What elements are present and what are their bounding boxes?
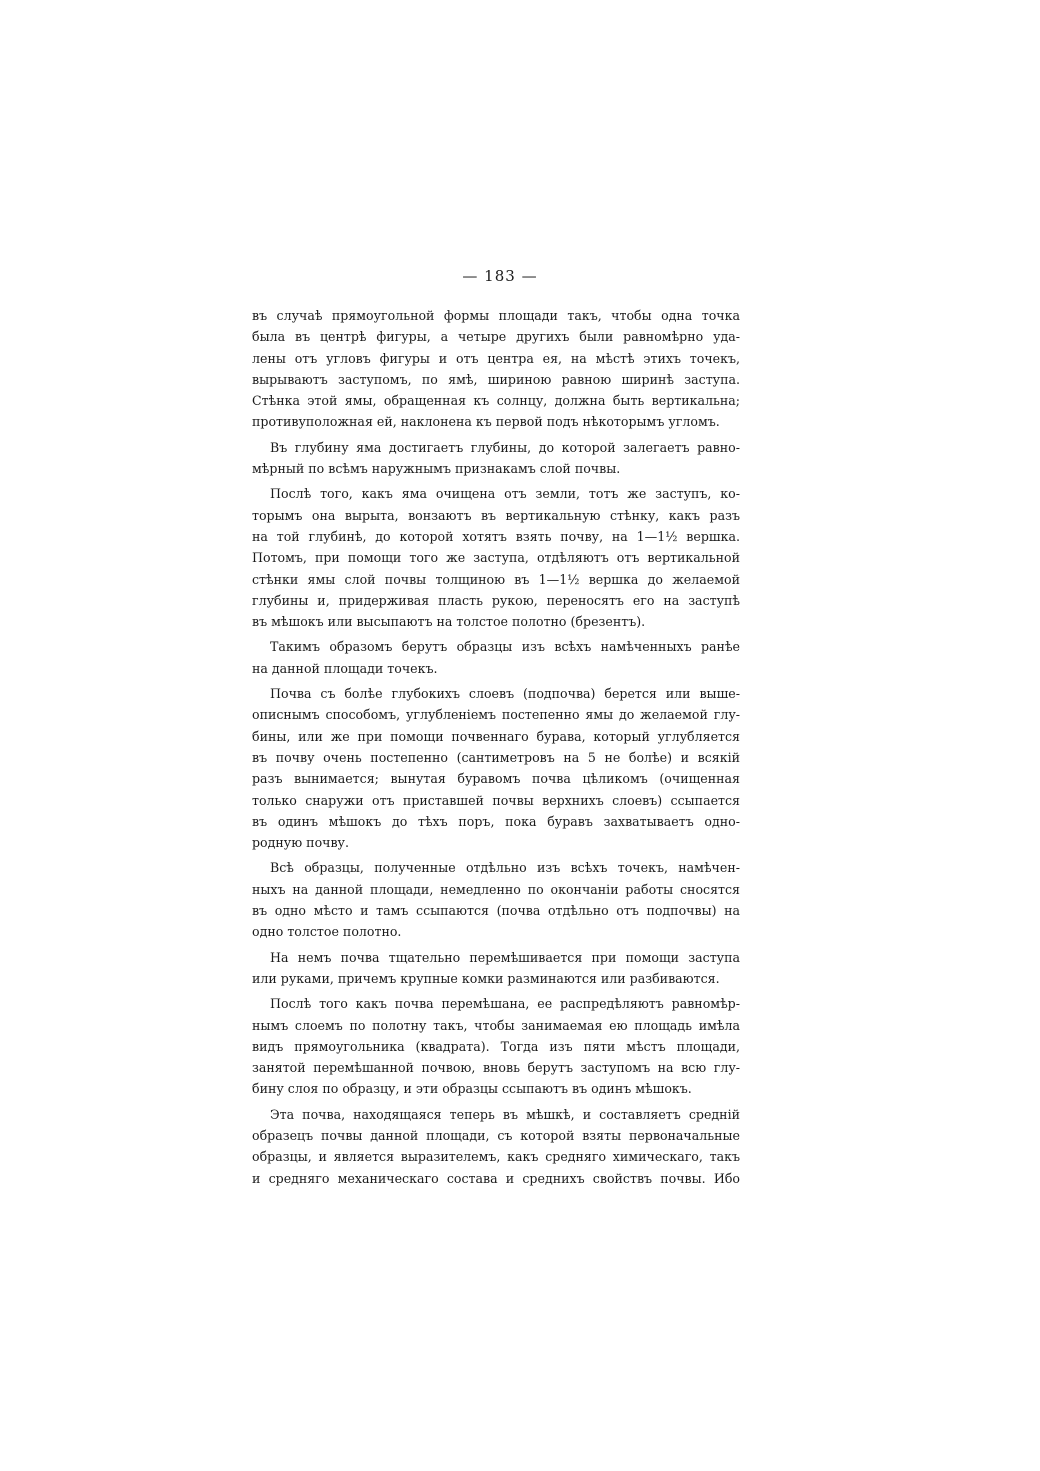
text-line: Послѣ того, какъ яма очищена отъ земли, тотъ же заступъ, ко- — [270, 486, 740, 502]
paragraph — [252, 993, 740, 1099]
text-line: вырываютъ заступомъ, по ямѣ, шириною равною ширинѣ заступа. — [252, 371, 740, 387]
text-line: Стѣнка этой ямы, обращенная къ солнцу, должна быть вертикальна; — [252, 393, 740, 409]
text-line: лены отъ угловъ фигуры и отъ центра ея, на мѣстѣ этихъ точекъ, — [252, 350, 740, 366]
text-line: Послѣ того какъ почва перемѣшана, ее распредѣляютъ равномѣр- — [270, 996, 740, 1012]
paragraph — [252, 483, 740, 632]
text-line: на данной площади точекъ. — [252, 660, 438, 676]
text-line: одно толстое полотно. — [252, 924, 402, 940]
text-line: глубины и, придерживая пласть рукою, переносятъ его на заступѣ — [252, 592, 740, 608]
text-line: Эта почва, находящаяся теперь въ мѣшкѣ, и составляетъ средній — [270, 1106, 740, 1122]
text-line: на той глубинѣ, до которой хотятъ взять почву, на 1—1½ вершка. — [252, 528, 740, 544]
text-line: бины, или же при помощи почвеннаго бурава, который углубляется — [252, 728, 740, 744]
text-line: родную почву. — [252, 835, 349, 851]
paragraph — [252, 437, 740, 480]
text-line: Потомъ, при помощи того же заступа, отдѣляютъ отъ вертикальной — [252, 550, 740, 566]
text-line: или руками, причемъ крупные комки разминаются или разбиваются. — [252, 970, 720, 986]
text-line: На немъ почва тщательно перемѣшивается при помощи заступа — [270, 949, 740, 965]
paragraph — [252, 947, 740, 990]
page-number: — 183 — — [462, 267, 538, 285]
text-line: описнымъ способомъ, углубленіемъ постепенно ямы до желаемой глу- — [252, 707, 740, 723]
paragraph — [252, 1104, 740, 1189]
paragraph — [252, 636, 740, 679]
text-line: торымъ она вырыта, вонзаютъ въ вертикальную стѣнку, какъ разъ — [252, 507, 740, 523]
text-line: занятой перемѣшанной почвою, вновь берутъ заступомъ на всю глу- — [252, 1060, 740, 1076]
paragraph — [252, 683, 740, 853]
text-line: Всѣ образцы, полученные отдѣльно изъ всѣхъ точекъ, намѣчен- — [270, 860, 740, 876]
paragraph — [252, 857, 740, 942]
text-line: нымъ слоемъ по полотну такъ, чтобы занимаемая ею площадь имѣла — [252, 1017, 740, 1033]
text-line: Въ глубину яма достигаетъ глубины, до которой залегаетъ равно- — [270, 439, 740, 455]
body-text — [252, 305, 740, 1193]
text-line: только снаружи отъ приставшей почвы верхнихъ слоевъ) ссыпается — [252, 792, 740, 808]
text-line: разъ вынимается; вынутая буравомъ почва цѣликомъ (очищенная — [252, 771, 740, 787]
text-line: и средняго механическаго состава и среднихъ свойствъ почвы. Ибо — [252, 1170, 740, 1186]
text-line: была въ центрѣ фигуры, а четыре другихъ были равномѣрно уда- — [252, 329, 740, 345]
text-line: Почва съ болѣе глубокихъ слоевъ (подпочва) берется или выше- — [270, 686, 740, 702]
text-line: въ одно мѣсто и тамъ ссыпаются (почва отдѣльно отъ подпочвы) на — [252, 903, 740, 919]
text-line: въ почву очень постепенно (сантиметровъ на 5 не болѣе) и всякій — [252, 749, 740, 765]
paragraph — [252, 305, 740, 433]
text-line: въ случаѣ прямоугольной формы площади такъ, чтобы одна точка — [252, 308, 740, 323]
text-line: ныхъ на данной площади, немедленно по окончаніи работы сносятся — [252, 881, 740, 897]
text-line: въ одинъ мѣшокъ до тѣхъ поръ, пока буравъ захватываетъ одно- — [252, 813, 740, 829]
text-line: образцы, и является выразителемъ, какъ средняго химическаго, такъ — [252, 1149, 740, 1165]
text-line: видъ прямоугольника (квадрата). Тогда изъ пяти мѣстъ площади, — [252, 1038, 740, 1054]
text-line: противуположная ей, наклонена къ первой подъ нѣкоторымъ угломъ. — [252, 414, 720, 430]
text-line: Такимъ образомъ берутъ образцы изъ всѣхъ намѣченныхъ ранѣе — [270, 639, 740, 655]
text-line: образецъ почвы данной площади, съ которой взяты первоначальные — [252, 1127, 740, 1143]
text-line: мѣрный по всѣмъ наружнымъ признакамъ слой почвы. — [252, 461, 621, 477]
text-line: бину слоя по образцу, и эти образцы ссыпаютъ въ одинъ мѣшокъ. — [252, 1081, 692, 1097]
text-line: въ мѣшокъ или высыпаютъ на толстое полотно (брезентъ). — [252, 614, 646, 630]
text-line: стѣнки ямы слой почвы толщиною въ 1—1½ вершка до желаемой — [252, 571, 740, 587]
